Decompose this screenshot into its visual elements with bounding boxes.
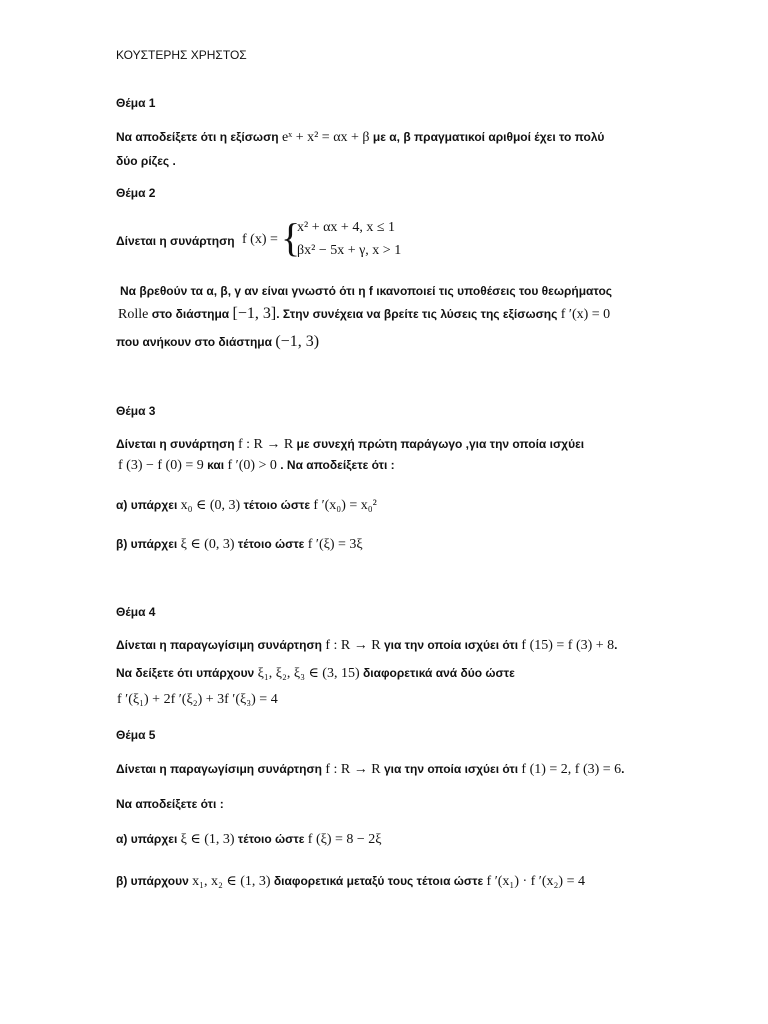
theme2-line4 — [116, 333, 319, 351]
theme2-heading: Θέμα 2 — [116, 186, 156, 200]
theme4-condition: f (15) = f (3) + 8 — [521, 638, 615, 653]
theme2-case1: x² + αx + 4, x ≤ 1 — [297, 220, 396, 235]
theme3-text2: με συνεχή πρώτη παράγωγο ,για την οποία ισχύει — [296, 437, 585, 451]
theme5-heading: Θέμα 5 — [116, 728, 156, 742]
theme5-text2: για την οποία ισχύει ότι — [383, 762, 519, 776]
theme2-open-interval: (−1, 3) — [275, 333, 320, 350]
theme2-func-lhs — [242, 230, 278, 249]
theme5-a-equation: f (ξ) = 8 − 2ξ — [307, 832, 382, 847]
theme4-heading: Θέμα 4 — [116, 605, 156, 619]
theme3-prove: . Να αποδείξετε ότι : — [280, 458, 395, 472]
theme5-a-interval: ξ ∈ (1, 3) — [180, 832, 235, 847]
theme3-condition1: f (3) − f (0) = 9 — [118, 458, 204, 473]
theme2-belong-text: που ανήκουν στο διάστημα — [116, 335, 272, 349]
theme3-a-interval: x₀ ∈ (0, 3) — [180, 498, 241, 513]
rolle-label: Rolle — [118, 307, 149, 322]
theme4-period: . — [614, 638, 618, 652]
theme1-heading: Θέμα 1 — [116, 96, 156, 110]
theme5-b-points: x₁, x₂ ∈ (1, 3) — [192, 874, 271, 889]
theme4-line1 — [116, 636, 618, 655]
theme2-line2: Να βρεθούν τα α, β, γ αν είναι γνωστό ότι η f ικανοποιεί τις υποθέσεις του θεωρήματος — [120, 284, 613, 298]
theme3-a-text2: τέτοιο ώστε — [243, 498, 311, 512]
theme3-b-text1: β) υπάρχει — [116, 537, 178, 551]
theme4-points: ξ₁, ξ₂, ξ₃ ∈ (3, 15) — [257, 666, 360, 681]
theme5-period: . — [621, 762, 625, 776]
theme3-text: Δίνεται η συνάρτηση — [116, 437, 235, 451]
theme2-derivative-eq: f ′(x) = 0 — [560, 307, 611, 322]
theme3-a-text1: α) υπάρχει — [116, 498, 178, 512]
theme1-text: Να αποδείξετε ότι η εξίσωση — [116, 130, 279, 144]
theme4-equation: f ′(ξ₁) + 2f ′(ξ₂) + 3f ′(ξ₃) = 4 — [117, 692, 278, 707]
theme4-exist-text: Να δείξετε ότι υπάρχουν — [116, 666, 255, 680]
theme3-b-equation: f ′(ξ) = 3ξ — [307, 537, 363, 552]
theme2-line3 — [118, 305, 610, 324]
theme3-and: και — [207, 458, 225, 472]
theme5-a-text1: α) υπάρχει — [116, 832, 178, 846]
theme4-distinct-text: διαφορετικά ανά δύο ώστε — [362, 666, 515, 680]
theme3-part-b — [116, 535, 363, 554]
theme1-text2: με α, β πραγματικοί αριθμοί έχει το πολύ — [372, 130, 605, 144]
theme4-text2: για την οποία ισχύει ότι — [383, 638, 519, 652]
theme1-line1 — [116, 128, 604, 147]
theme4-line3 — [117, 690, 278, 709]
author-name: ΚΟΥΣΤΕΡΗΣ ΧΡΗΣΤΟΣ — [116, 48, 247, 62]
theme1-line2: δύο ρίζες . — [116, 154, 176, 168]
theme2-interval-text: στο διάστημα — [151, 307, 230, 321]
theme5-b-text1: β) υπάρχουν — [116, 874, 189, 888]
theme2-text-cont: . Στην συνέχεια να βρείτε τις λύσεις της εξίσωσης — [276, 307, 558, 321]
theme3-heading: Θέμα 3 — [116, 404, 156, 418]
theme4-func: f : R → R — [325, 638, 381, 653]
theme3-condition2: f ′(0) > 0 — [227, 458, 277, 473]
theme5-line2: Να αποδείξετε ότι : — [116, 797, 224, 811]
theme3-b-interval: ξ ∈ (0, 3) — [180, 537, 235, 552]
theme5-line1 — [116, 760, 625, 779]
theme4-text: Δίνεται η παραγωγίσιμη συνάρτηση — [116, 638, 323, 652]
theme5-text: Δίνεται η παραγωγίσιμη συνάρτηση — [116, 762, 323, 776]
theme5-b-equation: f ′(x₁) · f ′(x₂) = 4 — [486, 874, 585, 889]
theme2-brace: { — [281, 215, 301, 260]
theme5-func: f : R → R — [325, 762, 381, 777]
theme3-func: f : R → R — [237, 437, 294, 452]
theme3-part-a — [116, 496, 377, 515]
theme5-condition: f (1) = 2, f (3) = 6 — [521, 762, 622, 777]
theme5-part-a — [116, 830, 382, 849]
theme2-given-text: Δίνεται η συνάρτηση — [116, 234, 235, 248]
theme3-line1 — [116, 435, 584, 454]
theme1-equation: eˣ + x² = αx + β — [281, 130, 370, 145]
theme3-a-equation: f ′(x₀) = x₀² — [313, 498, 377, 513]
theme3-line2 — [118, 456, 395, 475]
theme5-a-text2: τέτοιο ώστε — [237, 832, 305, 846]
theme5-part-b — [116, 872, 585, 891]
theme2-case2: βx² − 5x + γ, x > 1 — [297, 243, 402, 258]
theme3-b-text2: τέτοιο ώστε — [237, 537, 305, 551]
theme2-closed-interval: [−1, 3] — [232, 305, 277, 322]
theme4-line2 — [116, 664, 515, 683]
theme5-b-text2: διαφορετικά μεταξύ τους τέτοια ώστε — [273, 874, 484, 888]
theme2-func-lhs-text: f (x) = — [242, 232, 278, 247]
